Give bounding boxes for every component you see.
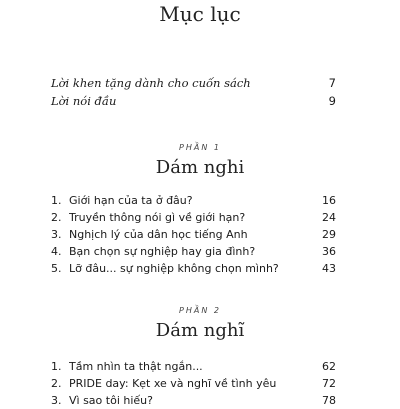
chapter-item[interactable] [51, 226, 336, 243]
chapter-title: Tầm nhìn ta thật ngắn... [69, 360, 203, 373]
chapter-title: Truyền thông nói gì về giới hạn? [69, 211, 246, 224]
front-matter-list [51, 74, 336, 110]
chapter-item[interactable] [51, 358, 336, 375]
part-label: PHẦN 2 [179, 306, 221, 315]
chapter-title: Nghịch lý của dân học tiếng Anh [69, 228, 248, 241]
chapter-title: Lỡ đâu... sự nghiệp không chọn mình? [69, 262, 279, 275]
chapter-page: 36 [322, 245, 336, 258]
chapter-number: 2. [51, 377, 62, 390]
chapter-page: 16 [322, 194, 336, 207]
toc-title: Mục lục [159, 2, 241, 26]
chapter-page: 29 [322, 228, 336, 241]
part-2-heading [0, 306, 400, 341]
chapter-page: 43 [322, 262, 336, 275]
chapter-number: 3. [51, 228, 62, 241]
part-title: Dám nghi [155, 157, 245, 178]
part-label: PHẦN 1 [179, 143, 221, 152]
chapter-item[interactable] [51, 192, 336, 209]
front-matter-page: 7 [328, 76, 336, 90]
chapter-number: 5. [51, 262, 62, 275]
front-matter-item[interactable] [51, 74, 336, 92]
chapter-item[interactable] [51, 209, 336, 226]
part-title: Dám nghĩ [155, 320, 245, 341]
chapter-item[interactable] [51, 392, 336, 409]
chapter-page: 78 [322, 394, 336, 407]
part-1-chapter-list [51, 192, 336, 277]
front-matter-page: 9 [328, 94, 336, 108]
chapter-title: Bạn chọn sự nghiệp hay gia đình? [69, 245, 256, 258]
front-matter-item[interactable] [51, 92, 336, 110]
front-matter-title: Lời nói đầu [51, 94, 117, 108]
chapter-item[interactable] [51, 243, 336, 260]
chapter-number: 1. [51, 360, 62, 373]
chapter-title: PRIDE day: Kẹt xe và nghĩ về tình yêu [69, 377, 277, 390]
part-2-chapter-list [51, 358, 336, 409]
part-1-heading [0, 143, 400, 178]
chapter-item[interactable] [51, 260, 336, 277]
chapter-number: 1. [51, 194, 62, 207]
chapter-page: 72 [322, 377, 336, 390]
front-matter-title: Lời khen tặng dành cho cuốn sách [51, 76, 251, 90]
chapter-item[interactable] [51, 375, 336, 392]
chapter-number: 3. [51, 394, 62, 407]
chapter-page: 62 [322, 360, 336, 373]
chapter-page: 24 [322, 211, 336, 224]
chapter-number: 2. [51, 211, 62, 224]
chapter-title: Giới hạn của ta ở đâu? [69, 194, 193, 207]
chapter-title: Vì sao tôi hiếu? [69, 394, 153, 407]
chapter-number: 4. [51, 245, 62, 258]
